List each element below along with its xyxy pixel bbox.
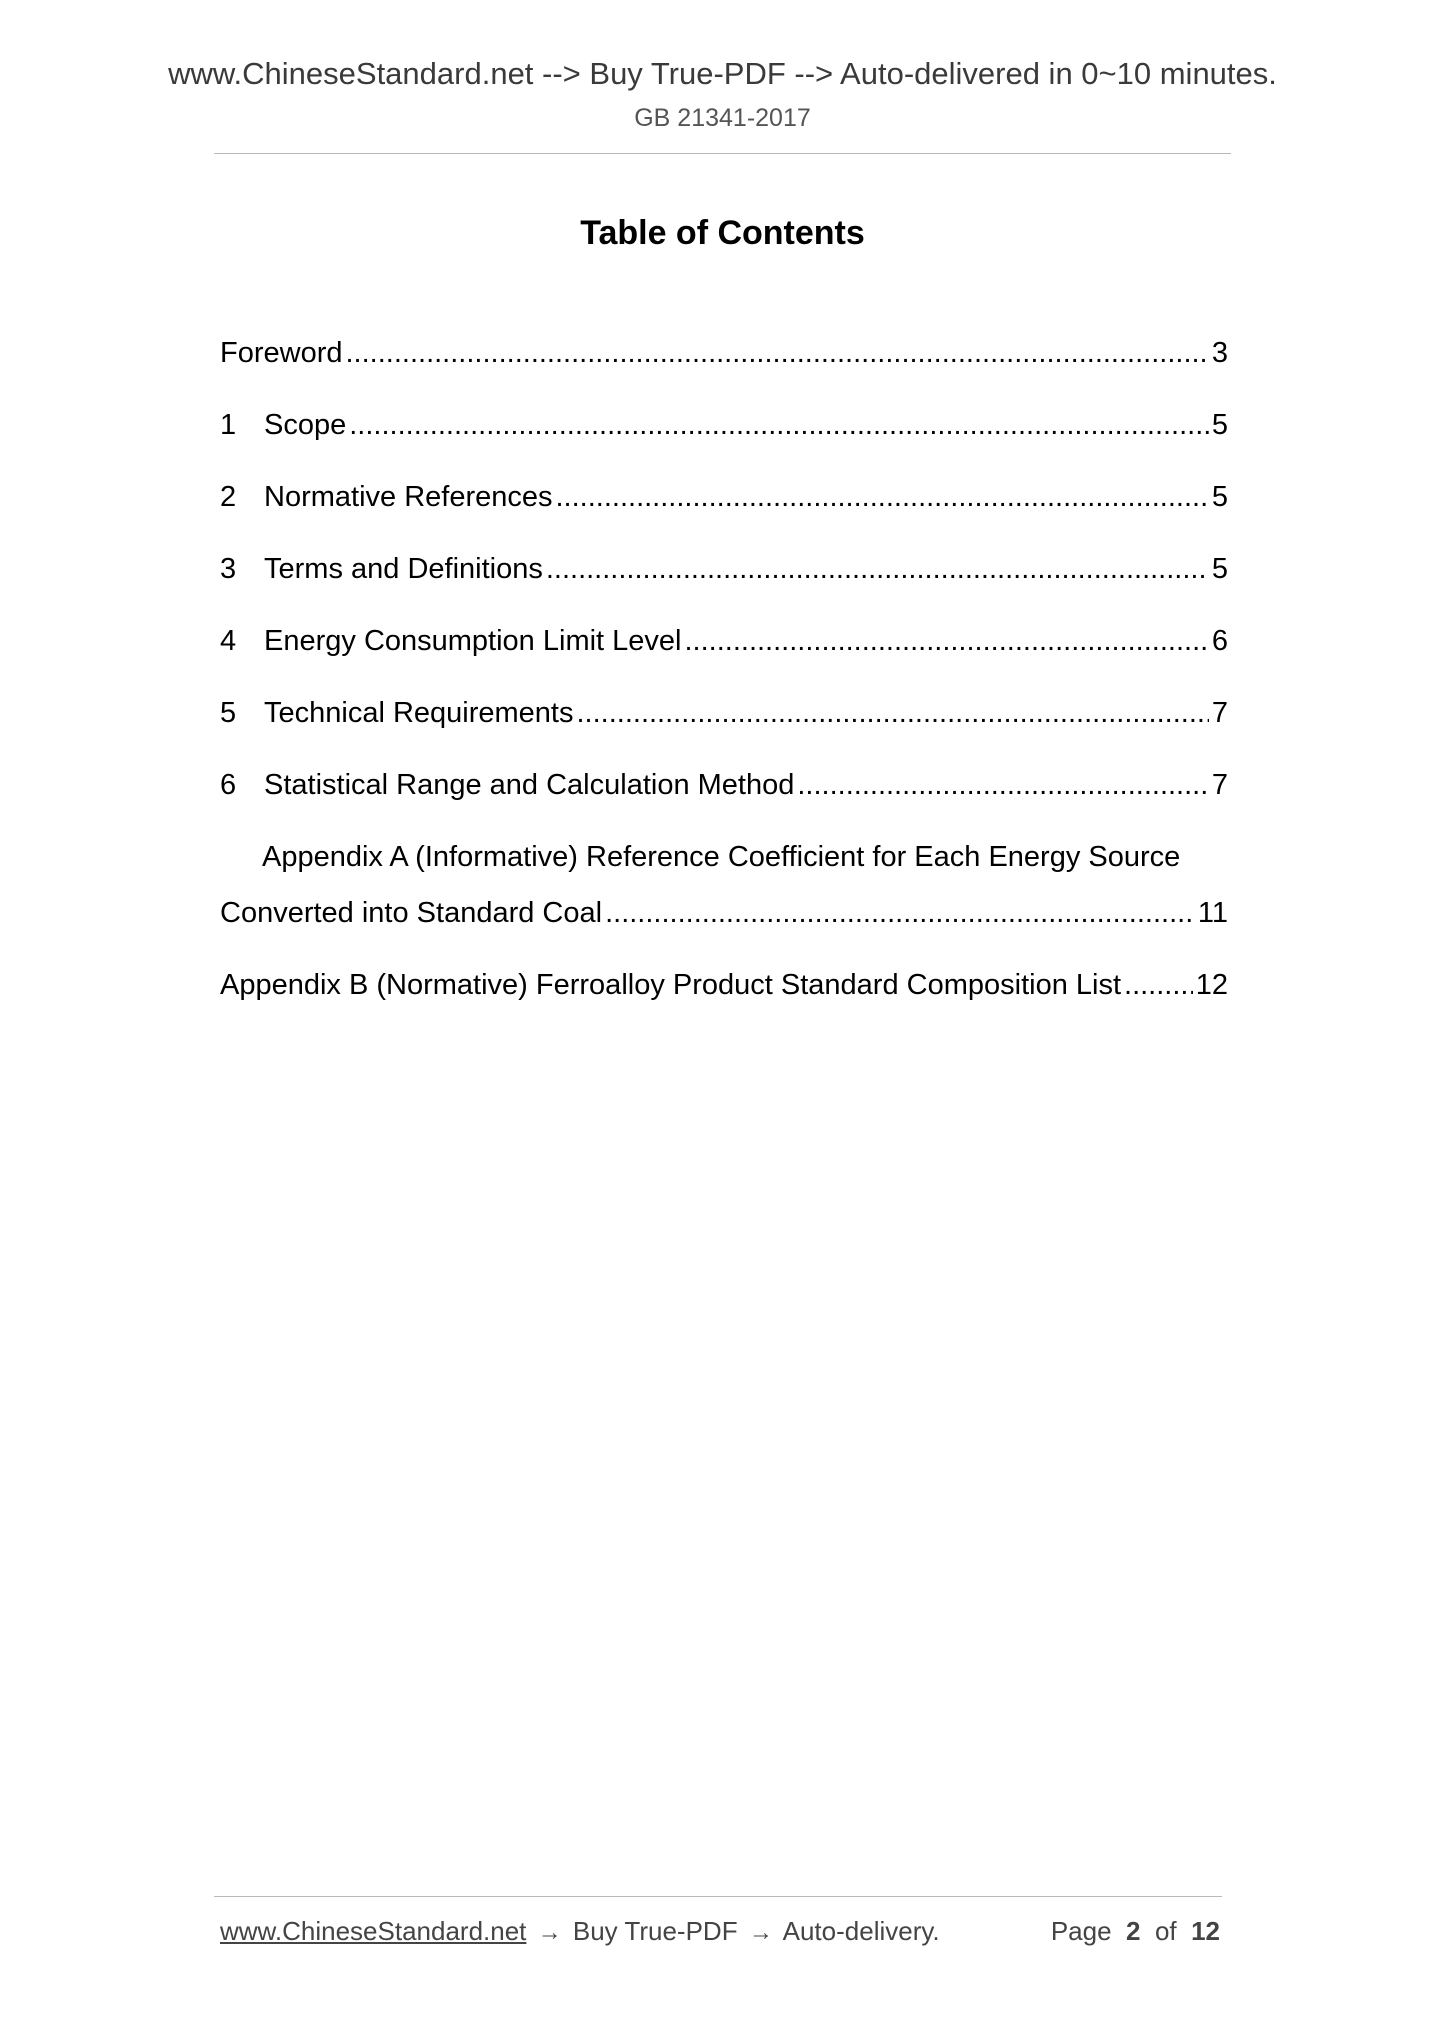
toc-entry-scope[interactable]: [220, 409, 1228, 481]
header-banner: www.ChineseStandard.net --> Buy True-PDF --> Auto-delivered in 0~10 minutes.: [168, 56, 1277, 91]
arrow-right-icon: →: [537, 1919, 562, 1946]
toc-entry-label: Terms and Definitions: [264, 553, 543, 585]
toc-entry-number: 4: [220, 625, 237, 657]
of-word: of: [1154, 1916, 1177, 1946]
toc-entry-number: 5: [220, 697, 237, 729]
toc-leader-dots: [349, 409, 1209, 442]
toc-entry-label: Technical Requirements: [264, 697, 574, 729]
toc-entry-foreword[interactable]: [220, 337, 1228, 409]
toc-entry-energy-consumption-limit-level[interactable]: [220, 625, 1228, 697]
toc-leader-dots: [556, 481, 1209, 514]
toc-entry-label: Converted into Standard Coal: [220, 897, 603, 929]
toc-entry-page: 5: [1211, 409, 1228, 441]
toc-entry-page: 6: [1211, 625, 1228, 657]
page-word: Page: [1050, 1916, 1112, 1946]
toc-entry-terms-and-definitions[interactable]: [220, 553, 1228, 625]
toc-leader-dots: [576, 697, 1208, 730]
toc-leader-dots: [1124, 969, 1193, 1002]
toc-leader-dots: [797, 769, 1208, 802]
toc-entry-label: Normative References: [264, 481, 553, 513]
footer-divider: [214, 1896, 1222, 1897]
toc-entry-label: Energy Consumption Limit Level: [264, 625, 682, 657]
toc-entry-label: Statistical Range and Calculation Method: [264, 769, 795, 801]
page-footer: [220, 1916, 1220, 1947]
toc-entry-number: 3: [220, 553, 237, 585]
toc-entry-page: 5: [1211, 481, 1228, 513]
toc-entry-page: 7: [1211, 697, 1228, 729]
toc-leader-dots: [546, 553, 1209, 586]
toc-entry-page: 3: [1211, 337, 1228, 369]
arrow-right-icon: →: [748, 1919, 773, 1946]
header-divider: [214, 153, 1231, 154]
toc-entry-label: Appendix A (Informative) Reference Coefficient for Each Energy Source: [262, 841, 1181, 873]
toc-entry-page: 11: [1197, 897, 1228, 929]
toc-entry-number: 1: [220, 409, 237, 441]
toc-entry-label: Foreword: [220, 337, 343, 369]
footer-site-link[interactable]: www.ChineseStandard.net: [220, 1916, 527, 1946]
toc-entry-statistical-range[interactable]: [220, 769, 1228, 841]
document-code: GB 21341-2017: [634, 104, 811, 132]
table-of-contents: [220, 337, 1228, 1041]
page-total: 12: [1191, 1916, 1220, 1946]
toc-entry-page: 5: [1211, 553, 1228, 585]
toc-entry-normative-references[interactable]: [220, 481, 1228, 553]
toc-entry-label: Scope: [264, 409, 347, 441]
toc-entry-technical-requirements[interactable]: [220, 697, 1228, 769]
footer-delivery-text: Auto-delivery.: [782, 1916, 940, 1946]
toc-entry-label: Appendix B (Normative) Ferroalloy Product Standard Composition List: [220, 969, 1122, 1001]
toc-leader-dots: [605, 897, 1195, 930]
toc-entry-page: 7: [1211, 769, 1228, 801]
page-number: 2: [1126, 1916, 1141, 1946]
toc-entry-appendix-a-continued[interactable]: [220, 897, 1228, 969]
toc-entry-appendix-b[interactable]: [220, 969, 1228, 1041]
toc-entry-number: 2: [220, 481, 237, 513]
toc-leader-dots: [684, 625, 1208, 658]
page-title: Table of Contents: [580, 214, 865, 252]
toc-entry-appendix-a[interactable]: [220, 841, 1228, 897]
footer-buy-text: Buy True-PDF: [572, 1916, 738, 1946]
toc-entry-number: 6: [220, 769, 237, 801]
page-indicator: [1051, 1916, 1220, 1947]
toc-leader-dots: [346, 337, 1209, 370]
toc-entry-page: 12: [1195, 969, 1228, 1001]
